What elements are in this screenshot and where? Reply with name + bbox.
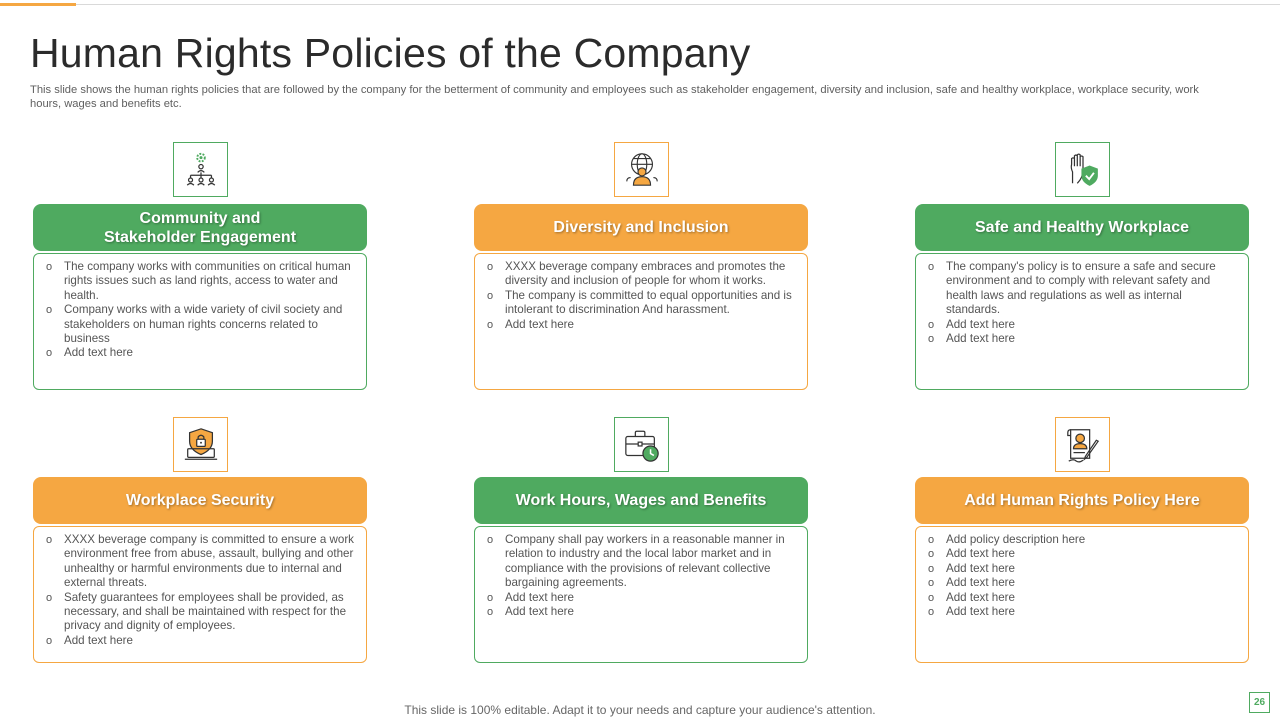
list-item: o Add text here — [928, 317, 1015, 331]
list-item: o Add text here — [46, 633, 133, 647]
card-body-add-policy — [915, 526, 1249, 663]
list-item: o Company works with a wide variety of civil society and stakeholders on human rights concerns related to business — [46, 303, 343, 346]
list-item: o XXXX beverage company embraces and promotes the diversity and inclusion of people for whom it works. — [487, 260, 786, 288]
hand-shield-icon — [1055, 142, 1110, 197]
list-item: o Safety guarantees for employees shall be provided, as necessary, and shall be maintained with respect for the privacy and dignity of employees. — [46, 590, 347, 633]
slide-footer: This slide is 100% editable. Adapt it to your needs and capture your audience's attention. — [404, 703, 876, 717]
card-heading-work-hours: Work Hours, Wages and Benefits — [474, 477, 808, 524]
list-item: o Add text here — [928, 332, 1015, 346]
card-heading-community: Community and Stakeholder Engagement — [33, 204, 367, 251]
card-heading-safe-workplace: Safe and Healthy Workplace — [915, 204, 1249, 251]
globe-person-icon — [614, 142, 669, 197]
list-item: o Add text here — [928, 561, 1015, 575]
card-body-workplace-security — [33, 526, 367, 663]
card-heading-add-policy: Add Human Rights Policy Here — [915, 477, 1249, 524]
slide-title: Human Rights Policies of the Company — [30, 30, 751, 76]
card-body-community — [33, 253, 367, 390]
list-item: o Add text here — [928, 547, 1015, 561]
top-accent-bar — [0, 3, 76, 6]
list-item: o Add text here — [928, 590, 1015, 604]
page-number: 26 — [1249, 692, 1270, 713]
list-item: o Add policy description here — [928, 533, 1086, 546]
card-body-diversity — [474, 253, 808, 390]
list-item: o Add text here — [487, 590, 574, 604]
document-person-pen-icon — [1055, 417, 1110, 472]
list-item: o XXXX beverage company is committed to ensure a work environment free from abuse, assault, bullying and other unhealthy or harmful environments due to internal and external threats. — [46, 533, 354, 590]
briefcase-clock-icon — [614, 417, 669, 472]
card-body-work-hours — [474, 526, 808, 663]
card-heading-diversity: Diversity and Inclusion — [474, 204, 808, 251]
list-item: o The company is committed to equal opportunities and is intolerant to discrimination And harassment. — [487, 288, 792, 317]
list-item: o Add text here — [928, 605, 1015, 619]
list-item: o Add text here — [487, 317, 574, 331]
slide-subtitle: This slide shows the human rights policies that are followed by the company for the betterment of community and employees such as stakeholder engagement, diversity and inclusion, safe and healthy workplace, workplace security, work hours, wages and benefits etc. — [30, 84, 1199, 111]
card-body-safe-workplace — [915, 253, 1249, 390]
shield-lock-laptop-icon — [173, 417, 228, 472]
community-network-icon — [173, 142, 228, 197]
list-item: o Add text here — [487, 605, 574, 619]
top-divider-line — [0, 4, 1280, 5]
list-item: o The company works with communities on critical human rights issues such as land rights, access to water and health. — [46, 260, 351, 302]
list-item: o Add text here — [46, 346, 133, 360]
list-item: o Company shall pay workers in a reasonable manner in relation to industry and the local labor market and in compliance with the provisions of relevant collective bargaining agreements. — [487, 533, 785, 590]
card-heading-workplace-security: Workplace Security — [33, 477, 367, 524]
list-item: o The company's policy is to ensure a safe and secure environment and to comply with relevant safety and health laws and regulations as well as internal standards. — [928, 260, 1216, 317]
list-item: o Add text here — [928, 576, 1015, 590]
